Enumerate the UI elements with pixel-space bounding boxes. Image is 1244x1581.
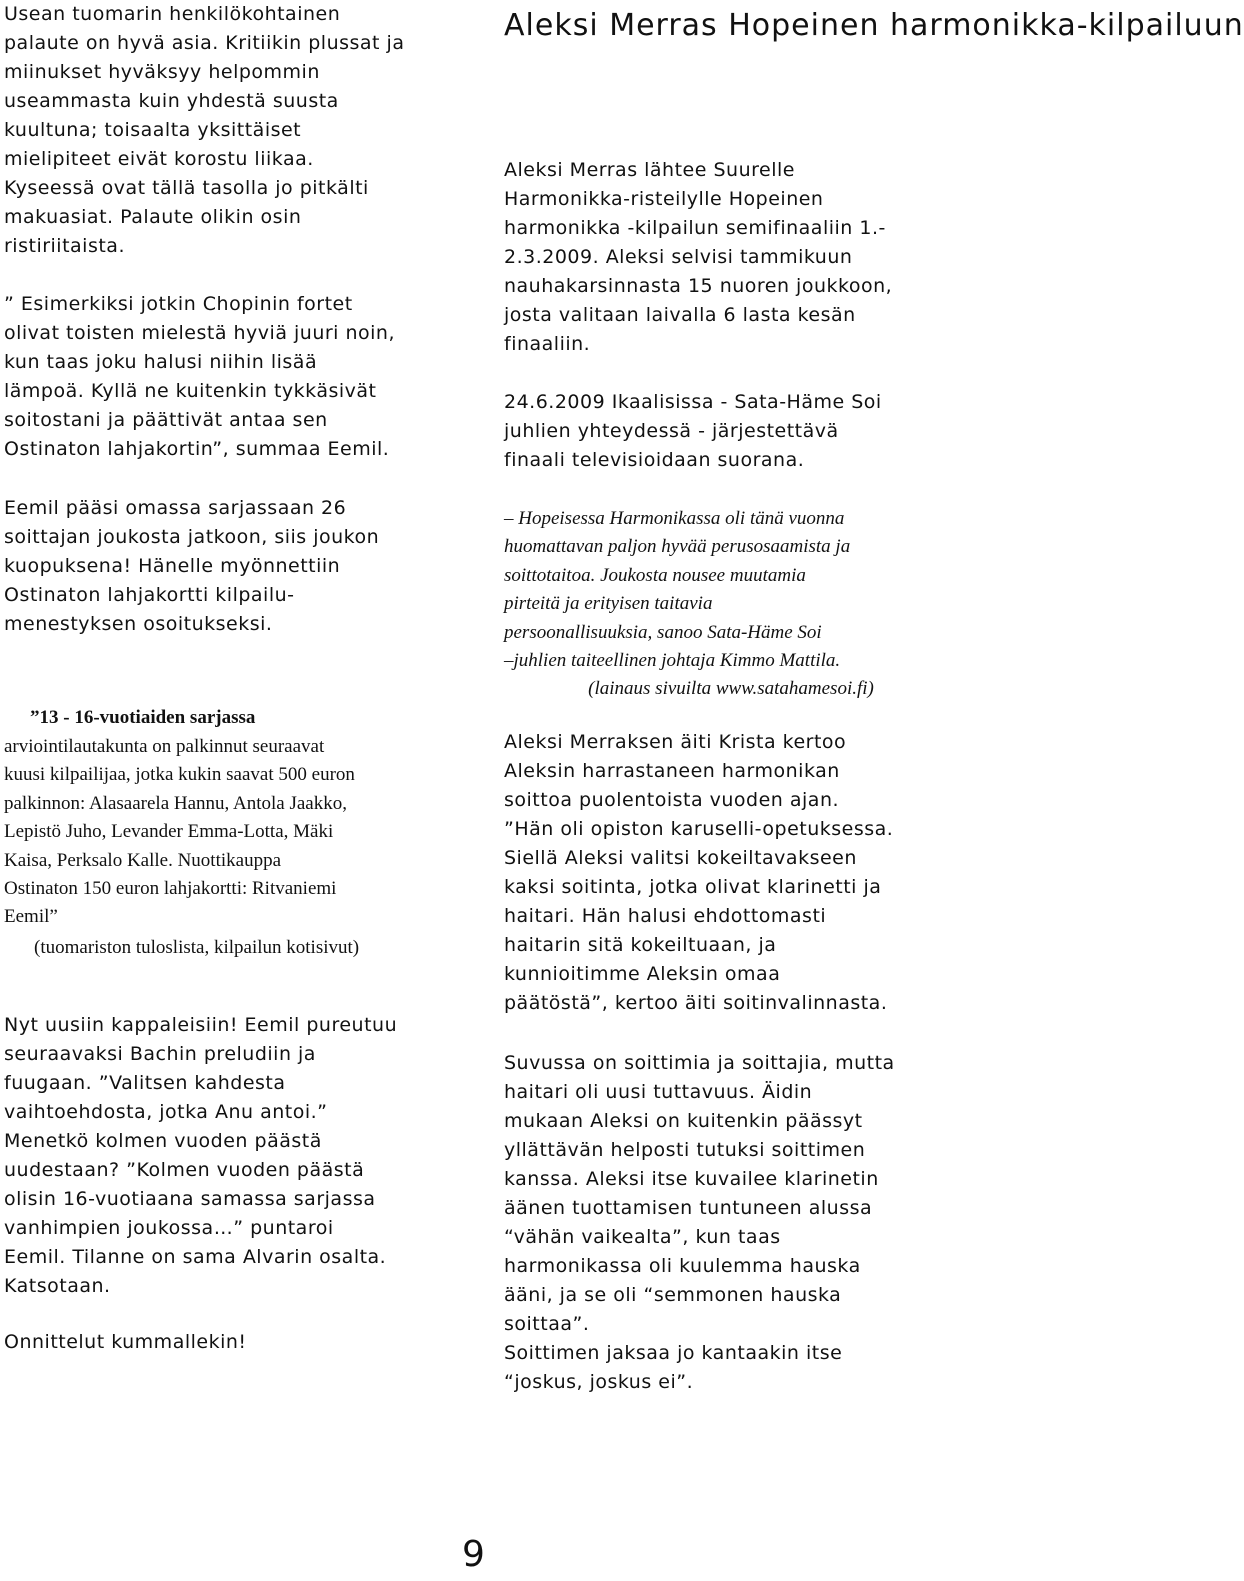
article-title: Aleksi Merras Hopeinen harmonikka-kilpailuun [504,8,1244,43]
quote-source: (tuomariston tuloslista, kilpailun kotisivut) [34,937,360,958]
quote-mattila: – Hopeisessa Harmonikassa oli tänä vuonna huomattavan paljon hyvää perusosaamista ja soittotaitoa. Joukosta nousee muutamia pirteitä ja erityisen taitavia persoonallisuuksia, sanoo Sata-Häme Soi –juhlien taiteellinen johtaja Kimmo Mattila. [504,508,851,672]
paragraph-mother-story: Aleksi Merraksen äiti Krista kertoo Aleksin harrastaneen harmonikan soittoa puolentoista vuoden ajan. ”Hän oli opiston karuselli-opetuksessa. Siellä Aleksi valitsi kokeiltavakseen kaksi soitinta, jotka olivat klarinetti ja haitari. Hän halusi ehdottomasti haitarin sitä kokeiltuaan, ja kunnioitimme Aleksin omaa päätöstä”, kertoo äiti soitinvalinnasta. [504,731,894,1014]
paragraph-eemil-result: Eemil pääsi omassa sarjassaan 26 soittajan joukosta jatkoon, siis joukon kuopuksena! Hänelle myönnettiin Ostinaton lahjakortti kilpailu- menestyksen osoitukseksi. [4,497,380,635]
paragraph-new-pieces: Nyt uusiin kappaleisiin! Eemil pureutuu seuraavaksi Bachin preludiin ja fuugaan. ”Valitsen kahdesta vaihtoehdosta, jotka Anu antoi.” Menetkö kolmen vuoden päästä uudestaan? ”Kolmen vuoden päästä olisin 16-vuotiaana samassa sarjassa vanhimpien joukossa…” puntaroi Eemil. Tilanne on sama Alvarin osalta. Katsotaan. [4,1014,398,1297]
quote-mattila-source: (lainaus sivuilta www.satahamesoi.fi) [588,678,874,699]
paragraph-final-date: 24.6.2009 Ikaalisissa - Sata-Häme Soi juhlien yhteydessä - järjestettävä finaali televisioidaan suorana. [504,391,882,471]
paragraph-chopin-quote: ” Esimerkiksi jotkin Chopinin fortet olivat toisten mielestä hyviä juuri noin, kun taas joku halusi niihin lisää lämpoä. Kyllä ne kuitenkin tykkäsivät soitostani ja päättivät antaa sen Ostinaton lahjakortin”, summaa Eemil. [4,293,396,460]
quote-heading: ”13 - 16-vuotiaiden sarjassa [30,707,256,728]
paragraph-family-instruments: Suvussa on soittimia ja soittajia, mutta haitari oli uusi tuttavuus. Äidin mukaan Aleksi on kuitenkin päässyt yllättävän helposti tutuksi soittimen kanssa. Aleksi itse kuvailee klarinetin äänen tuottamisen tuntuneen alussa “vähän vaikealta”, kun taas harmonikassa oli kuulemma hauska ääni, ja se oli “semmonen hauska soittaa”. Soittimen jaksaa jo kantaakin itse “joskus, joskus ei”. [504,1052,895,1393]
quote-body: arviointilautakunta on palkinnut seuraavat kuusi kilpailijaa, jotka kukin saavat 500 euron palkinnon: Alasaarela Hannu, Antola Jaakko, Lepistö Juho, Levander Emma-Lotta, Mäki Kaisa, Perksalo Kalle. Nuottikauppa Ostinaton 150 euron lahjakortti: Ritvaniemi Eemil” [4,736,355,928]
paragraph-congratulations: Onnittelut kummallekin! [4,1331,247,1353]
paragraph-feedback: Usean tuomarin henkilökohtainen palaute on hyvä asia. Kritiikin plussat ja miinukset hyväksyy helpommin useammasta kuin yhdestä suusta kuultuna; toisaalta yksittäiset mielipiteet eivät korostu liikaa. Kyseessä ovat tällä tasolla jo pitkälti makuasiat. Palaute olikin osin ristiriitaista. [4,3,405,257]
paragraph-semifinal: Aleksi Merras lähtee Suurelle Harmonikka-risteilylle Hopeinen harmonikka -kilpailun semifinaaliin 1.- 2.3.2009. Aleksi selvisi tammikuun nauhakarsinnasta 15 nuoren joukkoon, josta valitaan laivalla 6 lasta kesän finaaliin. [504,159,893,355]
page-number: 9 [462,1534,485,1575]
